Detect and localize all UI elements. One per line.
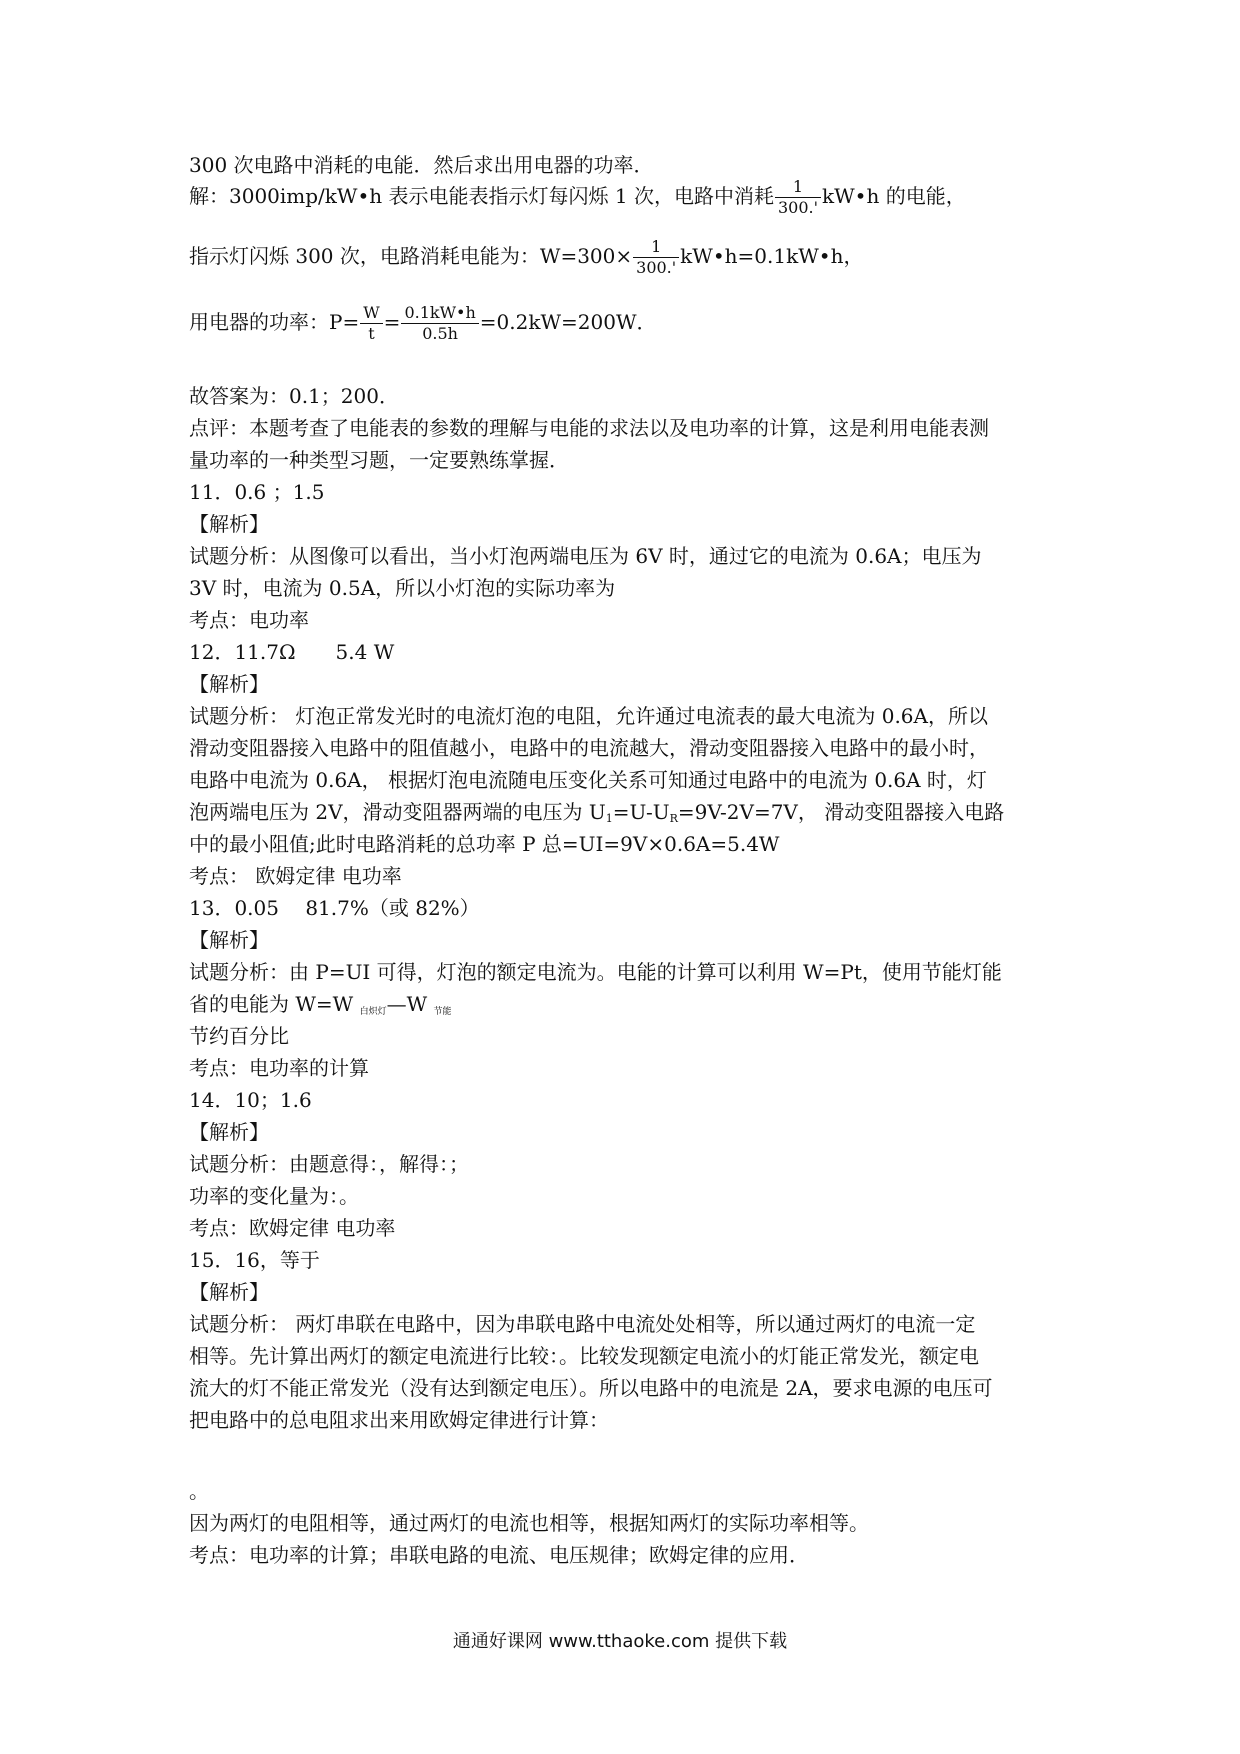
fraction — [360, 303, 382, 344]
text-line: 考点： 欧姆定律 电功率 — [189, 864, 402, 888]
text-line: 试题分析：由题意得：，解得：； — [189, 1152, 469, 1176]
text-line: 功率的变化量为：。 — [189, 1184, 359, 1208]
text-segment: =0.2kW=200W． — [479, 310, 657, 334]
subscript: R — [669, 812, 678, 825]
fraction-denominator: 300.' — [777, 198, 818, 217]
text-line: 试题分析：由 P=UI 可得，灯泡的额定电流为。电能的计算可以利用 W=Pt，使用节能灯能 — [189, 960, 1002, 984]
text-segment: 省的电能为 W=W — [189, 992, 360, 1016]
text-line-with-subscripts — [189, 799, 1059, 832]
text-line: 300 次电路中消耗的电能．然后求出用电器的功率． — [189, 153, 654, 177]
text-segment: kW•h=0.1kW•h， — [680, 244, 864, 268]
text-segment: = — [383, 310, 401, 334]
section-label: 【解析】 — [189, 1280, 269, 1304]
fraction-numerator: 0.1kW•h — [401, 303, 478, 324]
text-line: 。 — [189, 1479, 209, 1503]
text-segment: 指示灯闪烁 300 次，电路消耗电能为：W=300× — [189, 244, 633, 268]
text-line: 中的最小阻值;此时电路消耗的总功率 P 总=UI=9V×0.6A=5.4W — [189, 832, 780, 856]
text-segment: kW•h 的电能， — [821, 184, 966, 208]
fraction — [775, 177, 821, 218]
text-line: 试题分析： 两灯串联在电路中，因为串联电路中电流处处相等，所以通过两灯的电流一定 — [189, 1312, 976, 1336]
answer-heading: 13．0.05 81.7%（或 82%） — [189, 896, 480, 920]
text-line: 考点：电功率的计算 — [189, 1056, 369, 1080]
fraction — [633, 237, 679, 278]
text-line: 节约百分比 — [189, 1024, 289, 1048]
text-segment: =9V-2V=7V， 滑动变阻器接入电路 — [677, 800, 1005, 824]
fraction-numerator: W — [360, 303, 382, 324]
fraction-numerator: 1 — [633, 237, 679, 258]
fraction-denominator: t — [368, 324, 375, 343]
text-line: 量功率的一种类型习题，一定要熟练掌握． — [189, 448, 569, 472]
text-line: 试题分析：从图像可以看出，当小灯泡两端电压为 6V 时，通过它的电流为 0.6A；电压为 — [189, 544, 982, 568]
page-footer: 通通好课网 www.tthaoke.com 提供下载 — [452, 1631, 788, 1652]
section-label: 【解析】 — [189, 672, 269, 696]
answer-heading: 14．10；1.6 — [189, 1088, 312, 1112]
text-line-with-subscripts — [189, 991, 1059, 1025]
text-line: 相等。先计算出两灯的额定电流进行比较：。比较发现额定电流小的灯能正常发光，额定电 — [189, 1344, 979, 1368]
section-label: 【解析】 — [189, 512, 269, 536]
text-line-with-fraction — [189, 302, 1059, 342]
text-line: 因为两灯的电阻相等，通过两灯的电流也相等，根据知两灯的实际功率相等。 — [189, 1511, 869, 1535]
section-label: 【解析】 — [189, 1120, 269, 1144]
text-line: 流大的灯不能正常发光（没有达到额定电压）。所以电路中的电流是 2A，要求电源的电压可 — [189, 1376, 993, 1400]
subscript: 白炽灯 — [359, 1007, 387, 1017]
subscript: 1 — [605, 812, 613, 825]
text-segment: 泡两端电压为 2V，滑动变阻器两端的电压为 U — [189, 800, 606, 824]
text-line: 滑动变阻器接入电路中的阻值越小，电路中的电流越大，滑动变阻器接入电路中的最小时， — [189, 736, 989, 760]
answer-heading: 12．11.7Ω 5.4 W — [189, 640, 395, 664]
text-line: 点评：本题考查了电能表的参数的理解与电能的求法以及电功率的计算，这是利用电能表测 — [189, 416, 989, 440]
answer-heading: 15．16，等于 — [189, 1248, 320, 1272]
fraction-numerator: 1 — [775, 177, 821, 198]
fraction-denominator: 300.' — [636, 258, 677, 277]
text-segment: 解：3000imp/kW•h 表示电能表指示灯每闪烁 1 次，电路中消耗 — [189, 184, 774, 208]
fraction-denominator: 0.5h — [422, 324, 458, 343]
text-line: 考点：电功率 — [189, 608, 309, 632]
text-line: 试题分析： 灯泡正常发光时的电流灯泡的电阻，允许通过电流表的最大电流为 0.6A，所以 — [189, 704, 988, 728]
text-line: 电路中电流为 0.6A， 根据灯泡电流随电压变化关系可知通过电路中的电流为 0.6A 时，灯 — [189, 768, 987, 792]
text-line: 考点：电功率的计算；串联电路的电流、电压规律；欧姆定律的应用． — [189, 1543, 809, 1567]
text-segment: =U-U — [612, 800, 670, 824]
text-line-with-fraction — [189, 236, 1059, 276]
text-line: 3V 时，电流为 0.5A，所以小灯泡的实际功率为 — [189, 576, 616, 600]
answer-heading: 11．0.6 ；1.5 — [189, 480, 325, 504]
text-line-with-fraction — [189, 176, 1059, 216]
text-segment: 用电器的功率：P= — [189, 310, 360, 334]
text-line: 考点：欧姆定律 电功率 — [189, 1216, 396, 1240]
fraction — [401, 303, 478, 344]
text-line: 故答案为：0.1；200． — [189, 384, 399, 408]
section-label: 【解析】 — [189, 928, 269, 952]
text-segment: —W — [386, 992, 434, 1016]
text-line: 把电路中的总电阻求出来用欧姆定律进行计算： — [189, 1408, 609, 1432]
subscript: 节能 — [433, 1007, 452, 1017]
